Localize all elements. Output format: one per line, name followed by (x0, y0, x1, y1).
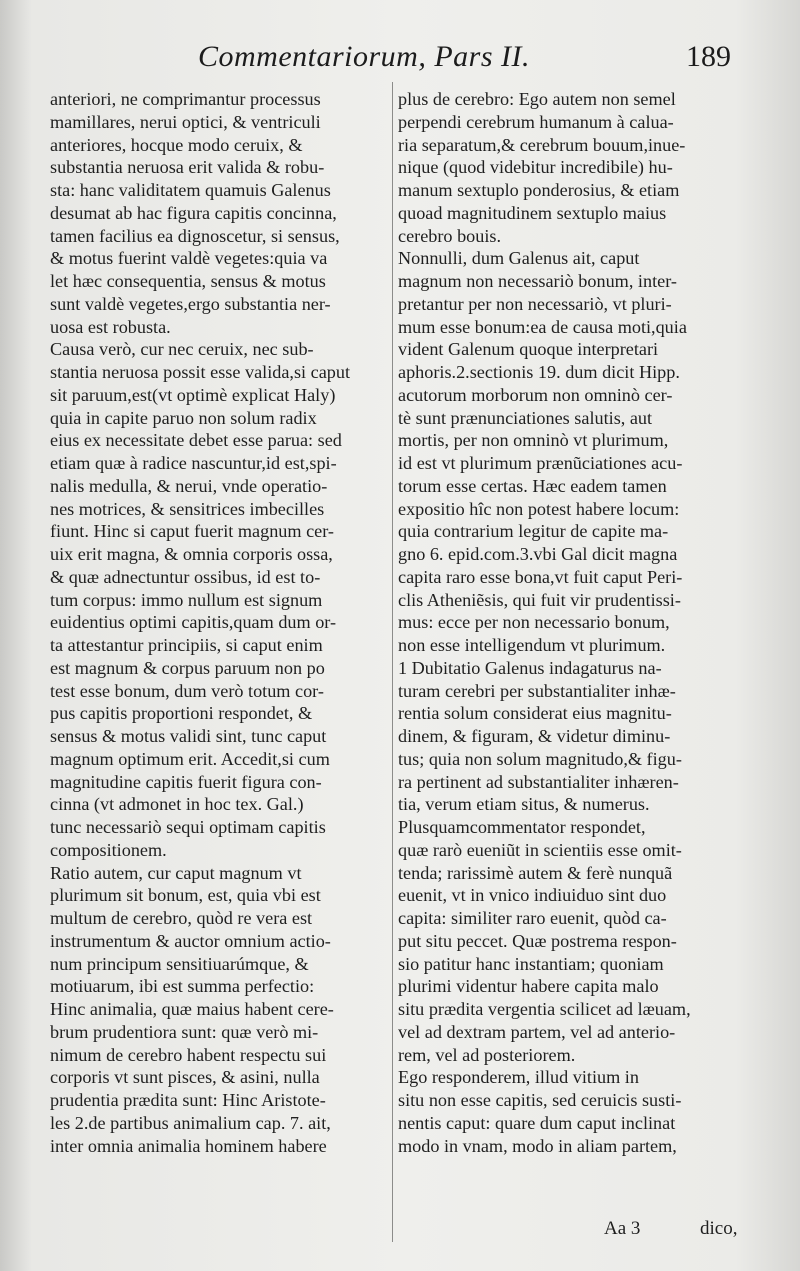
text-line: situ non esse capitis, sed ceruicis susti- (398, 1090, 682, 1110)
text-line: nique (quod videbitur incredibile) hu- (398, 157, 673, 178)
text-line: tè sunt prænunciationes salutis, aut (398, 407, 653, 428)
page-number: 189 (686, 40, 731, 73)
text-line: Nonnulli, dum Galenus ait, caput (398, 248, 640, 269)
text-line: anteriori, ne comprimantur processus (50, 89, 321, 109)
text-line: plurimum sit bonum, est, quia vbi est (50, 885, 321, 906)
text-line: sit paruum,est(vt optimè explicat Haly) (50, 384, 336, 405)
text-line: capita: similiter raro euenit, quòd ca- (398, 908, 667, 928)
text-line: put situ peccet. Quæ postrema respon- (398, 930, 677, 951)
text-line: tum corpus: immo nullum est signum (50, 589, 323, 610)
text-line: mamillares, nerui optici, & ventriculi (50, 111, 321, 132)
text-line: id est vt plurimum prænũciationes acu- (398, 453, 683, 473)
text-line: tamen facilius ea dignoscetur, si sensus, (50, 225, 340, 246)
text-line: tunc necessariò sequi optimam capitis (50, 817, 326, 837)
text-line: expositio hîc non potest habere locum: (398, 498, 680, 519)
text-line: non esse intelligendum vt plurimum. (398, 635, 666, 655)
text-line: quoad magnitudinem sextuplo maius (398, 202, 667, 223)
text-line: ra pertinent ad substantialiter inhæren- (398, 771, 679, 792)
text-line: compositionem. (50, 839, 167, 860)
text-line: est magnum & corpus paruum non po (50, 657, 325, 678)
column-divider (392, 82, 393, 1242)
text-line: gno 6. epid.com.3.vbi Gal dicit magna (398, 544, 678, 564)
text-line: cerebro bouis. (398, 225, 502, 246)
text-line: dinem, & figuram, & videtur diminu- (398, 726, 671, 746)
text-line: capita raro esse bona,vt fuit caput Peri- (398, 566, 683, 587)
text-line: turam cerebri per substantialiter inhæ- (398, 680, 676, 701)
text-line: Causa verò, cur nec ceruix, nec sub- (50, 339, 314, 360)
text-line: instrumentum & auctor omnium actio- (50, 930, 331, 951)
text-line: ta attestantur principiis, si caput enim (50, 635, 323, 655)
text-line: magnitudine capitis fuerit figura con- (50, 771, 322, 792)
text-line: clis Atheniẽsis, qui fuit vir prudentissi- (398, 589, 681, 610)
text-line: rem, vel ad posteriorem. (398, 1044, 576, 1065)
text-line: Hinc animalia, quæ maius habent cere- (50, 999, 334, 1019)
text-line: quia in capite paruo non solum radix (50, 407, 317, 428)
text-line: motiuarum, ibi est summa perfectio: (50, 976, 315, 997)
text-line: substantia neruosa erit valida & robu- (50, 157, 325, 178)
text-line: inter omnia animalia hominem habere (50, 1135, 327, 1156)
text-line: nentis caput: quare dum caput inclinat (398, 1112, 676, 1133)
text-line: sta: hanc validitatem quamuis Galenus (50, 180, 331, 200)
text-line: pus capitis proportioni respondet, & (50, 703, 313, 724)
text-line: Ego responderem, illud vitium in (398, 1067, 639, 1088)
text-line: sio patitur hanc instantiam; quoniam (398, 953, 664, 974)
text-line: tia, verum etiam situs, & numerus. (398, 794, 650, 815)
text-line: etiam quæ à radice nascuntur,id est,spi- (50, 453, 337, 473)
text-line: perpendi cerebrum humanum à calua- (398, 111, 674, 132)
text-line: les 2.de partibus animalium cap. 7. ait, (50, 1112, 331, 1133)
text-line: quæ rarò eueniũt in scientiis esse omit- (398, 839, 682, 860)
text-line: ria separatum,& cerebrum bouum,inue- (398, 134, 686, 155)
text-line: euidentius optimi capitis,quam dum or- (50, 612, 337, 633)
text-line: let hæc consequentia, sensus & motus (50, 271, 326, 291)
text-line: eius ex necessitate debet esse parua: sed (50, 430, 342, 451)
text-line: magnum optimum erit. Accedit,si cum (50, 748, 330, 769)
text-line: tenda; rarissimè autem & ferè nunquã (398, 862, 673, 883)
text-line: uix erit magna, & omnia corporis ossa, (50, 544, 333, 564)
text-line: brum prudentiora sunt: quæ verò mi- (50, 1021, 319, 1042)
text-line: test esse bonum, dum verò totum cor- (50, 680, 324, 701)
text-line: & motus fuerint valdè vegetes:quia va (50, 248, 328, 269)
text-line: & quæ adnectuntur ossibus, id est to- (50, 566, 321, 587)
text-line: situ prædita vergentia scilicet ad læuam, (398, 999, 691, 1019)
text-line: anteriores, hocque modo ceruix, & (50, 134, 303, 155)
text-line: 1 Dubitatio Galenus indagaturus na- (398, 657, 662, 678)
text-line: mum esse bonum:ea de causa moti,quia (398, 316, 687, 337)
text-line: desumat ab hac figura capitis concinna, (50, 202, 337, 223)
text-line: torum esse certas. Hæc eadem tamen (398, 475, 667, 496)
text-line: vident Galenum quoque interpretari (398, 339, 659, 360)
catchword: dico, (700, 1218, 738, 1239)
text-line: Ratio autem, cur caput magnum vt (50, 862, 302, 883)
text-line: aphoris.2.sectionis 19. dum dicit Hipp. (398, 362, 680, 382)
text-line: sunt valdè vegetes,ergo substantia ner- (50, 293, 331, 314)
text-line: quia contrarium legitur de capite ma- (398, 521, 669, 542)
signature-mark: Aa 3 (604, 1218, 641, 1239)
text-line: mus: ecce per non necessario bonum, (398, 612, 670, 633)
text-line: manum sextuplo ponderosius, & etiam (398, 180, 680, 200)
text-line: magnum non necessariò bonum, inter- (398, 271, 677, 291)
left-text-column (50, 88, 388, 1157)
text-line: plurimi videntur habere capita malo (398, 976, 659, 997)
text-line: nes motrices, & sensitrices imbecilles (50, 498, 325, 519)
text-line: stantia neruosa possit esse valida,si caput (50, 362, 351, 382)
text-line: corporis vt sunt pisces, & asini, nulla (50, 1067, 320, 1088)
text-line: multum de cerebro, quòd re vera est (50, 908, 313, 928)
text-line: prudentia prædita sunt: Hinc Aristote- (50, 1090, 326, 1110)
text-line: Plusquamcommentator respondet, (398, 817, 646, 837)
text-line: uosa est robusta. (50, 316, 171, 337)
text-line: pretantur per non necessariò, vt pluri- (398, 293, 672, 314)
text-line: fiunt. Hinc si caput fuerit magnum cer- (50, 521, 334, 542)
text-line: num principum sensitiuarúmque, & (50, 953, 309, 974)
text-line: mortis, per non omninò vt plurimum, (398, 430, 669, 451)
running-title: Commentariorum, Pars II. (198, 40, 530, 73)
text-line: plus de cerebro: Ego autem non semel (398, 89, 676, 109)
text-line: vel ad dextram partem, vel ad anterio- (398, 1021, 676, 1042)
text-line: nalis medulla, & nerui, vnde operatio- (50, 475, 328, 496)
text-line: nimum de cerebro habent respectu sui (50, 1044, 327, 1065)
text-line: tus; quia non solum magnitudo,& figu- (398, 748, 682, 769)
text-line: cinna (vt admonet in hoc tex. Gal.) (50, 794, 304, 815)
text-line: modo in vnam, modo in aliam partem, (398, 1135, 677, 1156)
text-line: euenit, vt in vnico indiuiduo sint duo (398, 885, 667, 906)
text-line: acutorum morborum non omninò cer- (398, 384, 673, 405)
right-text-column (398, 88, 766, 1157)
text-line: rentia solum considerat eius magnitu- (398, 703, 672, 724)
text-line: sensus & motus validi sint, tunc caput (50, 726, 327, 746)
page-header (0, 36, 800, 86)
